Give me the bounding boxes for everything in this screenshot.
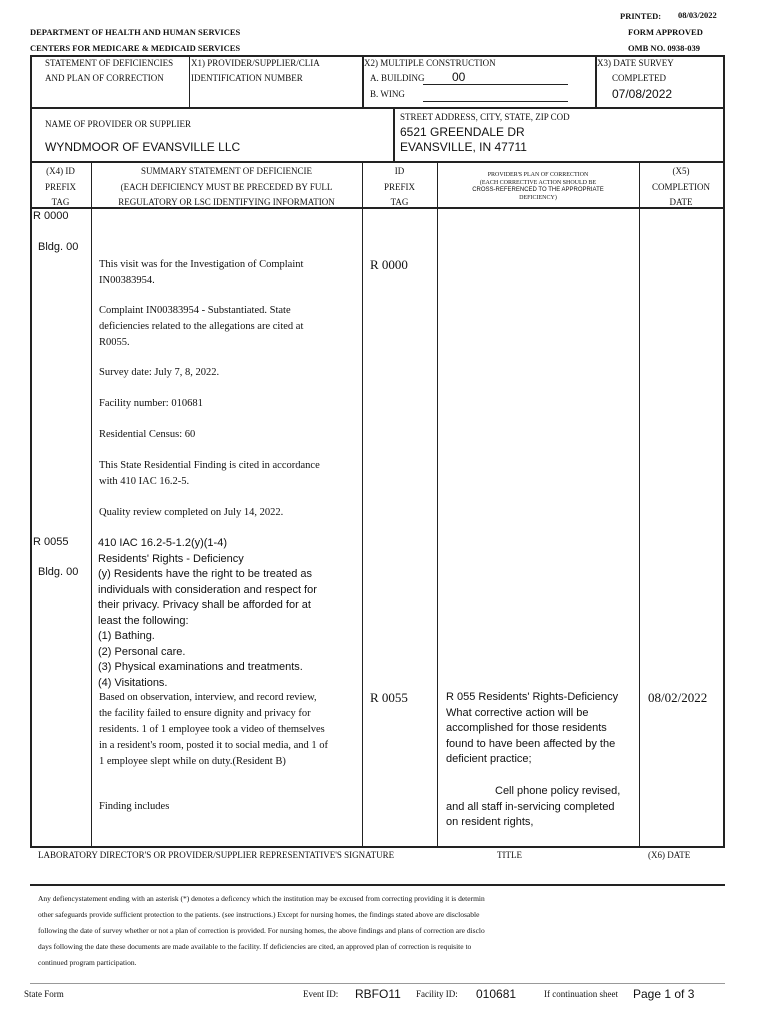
x4-header-3: TAG [51,197,70,207]
x5-header-1: (X5) [672,166,690,176]
plan-header-3: CROSS-REFERENCED TO THE APPROPRIATE [472,187,604,193]
header-divider-1 [189,55,190,107]
completion-date: 08/02/2022 [648,690,708,705]
summary-header-3: REGULATORY OR LSC IDENTIFYING INFORMATION [118,197,335,207]
right-tag-r0000: R 0000 [370,257,408,272]
regulation-text: 410 IAC 16.2-5-1.2(y)(1-4) Residents' Rights - Deficiency (y) Residents have the right to be treated as individuals with consideration and respect for their privacy. Privacy shall be afforded for at least the following: (1) Bathing. (2) Personal care. (3) Physical examinations and treatments. (4) Visitations. [98,537,317,689]
header-right-rule [723,55,725,109]
tag-r0055: R 0055 [33,536,69,548]
facility-number-paragraph: Facility number: 010681 [99,398,203,409]
printed-date: 08/03/2022 [678,10,717,20]
x2-label: X2) MULTIPLE CONSTRUCTION [364,58,496,68]
summary-header-2: (EACH DEFICIENCY MUST BE PRECEDED BY FULL [120,182,333,192]
form-approved: FORM APPROVED [628,27,703,37]
col-divider-2 [362,161,363,847]
building-tag-2: Bldg. 00 [38,566,79,578]
footer-note-4: days following the date these documents are made available to the facility. If deficiencies are cited, an approved plan of correction is requisite to [38,942,472,951]
quality-review-paragraph: Quality review completed on July 14, 2022. [99,507,284,518]
id-header-2: PREFIX [383,182,415,192]
provider-right-rule [723,107,725,163]
table-right-rule [723,161,725,848]
col-divider-3 [437,161,438,847]
footer-note-3: following the date of survey whether or not a plan of correction is provided. For nursing homes, the above findings and plans of correction are disclo [38,926,485,935]
plan-of-correction-text-2: Cell phone policy revised, and all staff in-servicing completed on resident rights, [446,785,621,828]
omb-number: OMB NO. 0938-039 [628,43,701,53]
x6-date-label: (X6) DATE [648,850,691,860]
plan-header-2: (EACH CORRECTIVE ACTION SHOULD BE [479,180,597,186]
header-bottom-rule [30,107,725,109]
printed-label: PRINTED: [620,11,662,21]
event-id-label: Event ID: [303,989,339,999]
address-line-2: EVANSVILLE, IN 47711 [400,140,527,154]
address-line-1: 6521 GREENDALE DR [400,125,525,139]
x4-header-2: PREFIX [44,182,76,192]
finding-cited-paragraph: This State Residential Finding is cited in accordance with 410 IAC 16.2-5. [99,460,320,487]
survey-date-paragraph: Survey date: July 7, 8, 2022. [99,367,220,378]
plan-header-1: PROVIDER'S PLAN OF CORRECTION [487,172,589,178]
header-top-rule [30,55,725,57]
event-id-value: RBFO11 [355,987,401,1001]
x1-label-2: IDENTIFICATION NUMBER [191,73,303,83]
centers-heading: CENTERS FOR MEDICARE & MEDICAID SERVICES [30,43,241,53]
right-tag-r0055: R 0055 [370,690,408,705]
col-divider-1 [91,161,92,847]
title-label: TITLE [497,850,522,860]
building-tag-1: Bldg. 00 [38,241,79,253]
provider-name: WYNDMOOR OF EVANSVILLE LLC [45,140,241,154]
building-label: A. BUILDING [370,73,425,83]
tag-r0000: R 0000 [33,210,69,222]
observation-paragraph: Based on observation, interview, and record review, the facility failed to ensure dignity and privacy for residents. 1 of 1 employee took a video of themselves in a resident's room, posted it to social media, and 1 of 1 employee slept while on duty.(Resident B) [99,692,329,767]
provider-bottom-rule [30,161,725,163]
signature-bottom-rule [30,884,725,886]
table-left-rule [30,161,32,848]
x5-header-3: DATE [669,197,693,207]
col-divider-4 [639,161,640,847]
wing-underline [423,101,568,102]
plan-header-4: DEFICIENCY) [519,195,557,201]
visit-paragraph: This visit was for the Investigation of Complaint IN00383954. [99,259,304,286]
id-header-1: ID [394,166,405,176]
provider-name-label: NAME OF PROVIDER OR SUPPLIER [45,119,192,129]
finding-includes: Finding includes [99,801,170,812]
table-bottom-rule [30,846,725,848]
continuation-label: If continuation sheet [544,989,618,999]
footer-note-2: other safeguards provide sufficient protection to the patients. (see instructions.) Except for nursing homes, the findings stated above are disclosable [38,910,480,919]
provider-divider [393,107,395,163]
building-underline [423,84,568,85]
provider-left-rule [30,107,32,163]
summary-header-1: SUMMARY STATEMENT OF DEFICIENCIE [140,166,313,176]
department-heading: DEPARTMENT OF HEALTH AND HUMAN SERVICES [30,27,241,37]
page-number: Page 1 of 3 [633,987,695,1001]
x5-header-2: COMPLETION [652,182,710,192]
footer-note-1: Any defiencystatement ending with an asterisk (*) denotes a deficency which the institution may be excused from correcting providing it is determin [38,894,485,903]
state-form-label: State Form [24,989,64,999]
x4-header-1: (X4) ID [46,166,75,176]
column-header-bottom-rule [30,207,725,209]
x3-label: X3) DATE SURVEY [597,58,674,68]
census-paragraph: Residential Census: 60 [99,429,196,440]
statement-label-1: STATEMENT OF DEFICIENCIES [45,58,174,68]
signature-label: LABORATORY DIRECTOR'S OR PROVIDER/SUPPLIER REPRESENTATIVE'S SIGNATURE [38,850,395,860]
wing-label: B. WING [370,89,405,99]
x1-label: X1) PROVIDER/SUPPLIER/CLIA [191,58,320,68]
header-left-rule [30,55,32,109]
survey-date: 07/08/2022 [612,87,673,101]
id-header-3: TAG [390,197,409,207]
address-label: STREET ADDRESS, CITY, STATE, ZIP COD [400,112,570,122]
plan-of-correction-text: R 055 Residents' Rights-Deficiency What corrective action will be accomplished for those residents found to have been affected by the deficient practice; [446,691,619,765]
x3-label-2: COMPLETED [612,73,666,83]
statement-label-2: AND PLAN OF CORRECTION [45,73,164,83]
complaint-paragraph: Complaint IN00383954 - Substantiated. State deficiencies related to the allegations are cited at R0055. [99,305,304,348]
facility-id-label: Facility ID: [416,989,458,999]
footer-note-5: continued program participation. [38,958,137,967]
footer-rule [30,983,725,984]
facility-id-value: 010681 [476,987,517,1001]
building-value: 00 [452,70,466,84]
